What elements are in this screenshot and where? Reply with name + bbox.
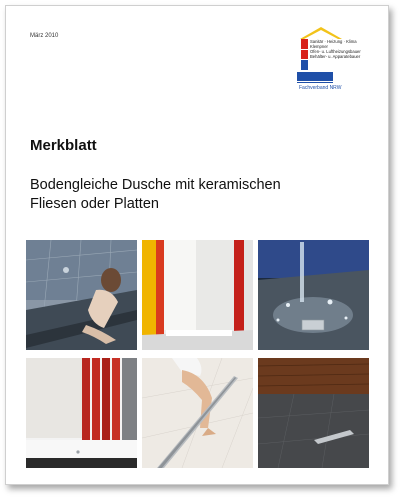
document-page <box>5 5 389 485</box>
photo-red-stripes-floor <box>26 358 137 468</box>
photo-woman-in-shower <box>26 240 137 350</box>
logo-line: Behälter- u. Apparatebauer <box>310 54 361 59</box>
logo-footer: Fachverband NRW <box>299 85 342 91</box>
document-date: März 2010 <box>30 33 59 39</box>
photo-grid <box>26 240 369 468</box>
photo-colored-wall-shower <box>142 240 253 350</box>
document-subtitle <box>30 176 370 214</box>
subtitle-line: Fliesen oder Platten <box>30 196 159 212</box>
association-logo <box>293 25 371 95</box>
photo-wood-dark-tile-drain <box>258 358 369 468</box>
photo-water-drain-splash <box>258 240 369 350</box>
photo-legs-linear-drain <box>142 358 253 468</box>
logo-line: Ofen- u. Luftheizungsbauer <box>310 49 361 54</box>
logo-text <box>310 39 361 59</box>
document-title: Merkblatt <box>30 137 97 154</box>
logo-line: Klempner <box>310 44 328 49</box>
logo-line: Sanitär · Heizung · Klima <box>310 39 357 44</box>
subtitle-line: Bodengleiche Dusche mit keramischen <box>30 177 281 193</box>
